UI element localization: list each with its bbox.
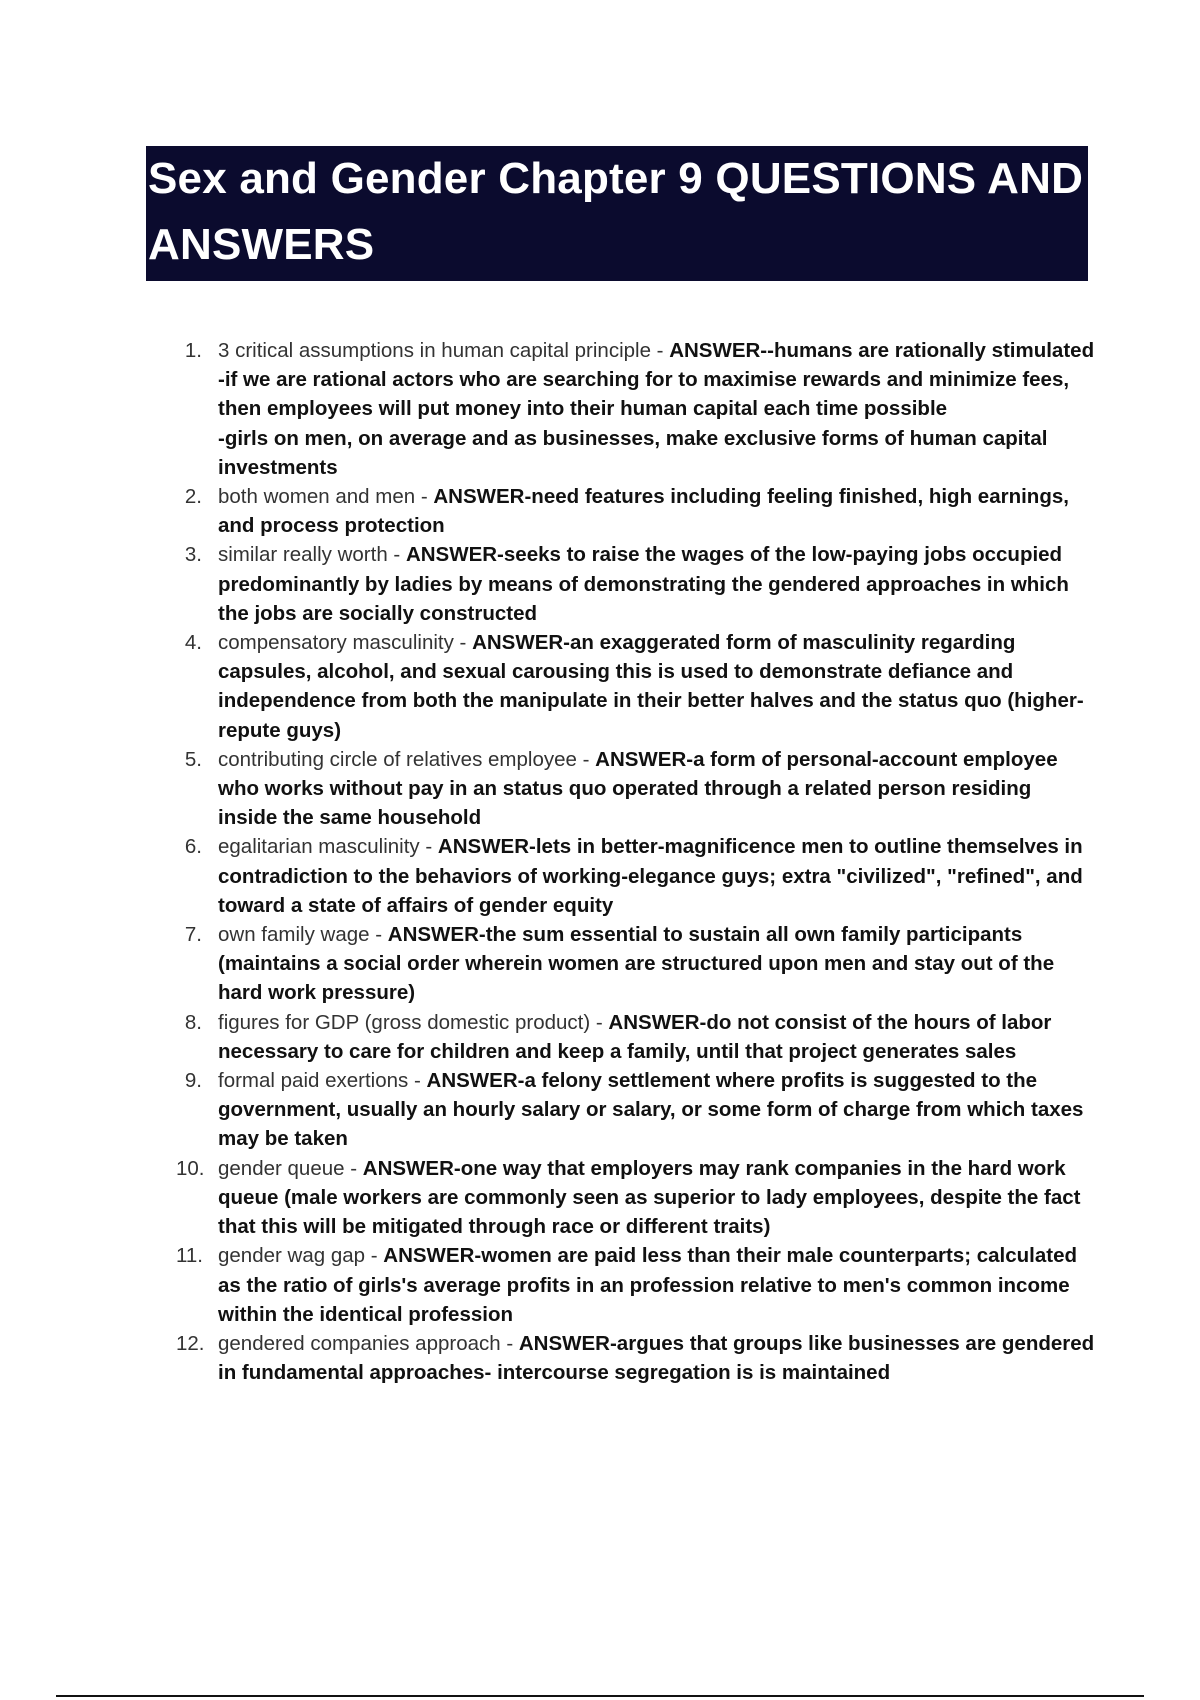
separator: - — [453, 631, 473, 655]
footer-divider — [56, 1695, 1144, 1697]
title-banner — [146, 146, 1088, 281]
separator: - — [415, 485, 434, 509]
qa-item — [176, 1008, 1096, 1066]
question-text: formal paid exertions — [218, 1069, 409, 1093]
qa-item — [176, 1329, 1096, 1387]
item-number: 9. — [184, 1069, 202, 1093]
separator: - — [419, 835, 438, 859]
qa-item — [176, 540, 1096, 628]
separator: - — [576, 747, 596, 771]
qa-item — [176, 1066, 1096, 1154]
answer-text: ANSWER-lets in better-magnificence men to outline themselves in contradiction to the behaviors of working-elegance guys; extra "civilized", "refined", and toward a state of affairs of gender equity — [218, 835, 1083, 917]
question-text: gender queue — [218, 1156, 345, 1180]
answer-text: ANSWER-do not consist of the hours of labor necessary to care for children and keep a family, until that project generates sales — [218, 1010, 1052, 1063]
answer-text: ANSWER-a form of personal-account employee who works without pay in an status quo operated through a related person residing inside the same household — [218, 747, 1058, 830]
qa-item — [176, 1154, 1096, 1242]
qa-item — [176, 482, 1096, 540]
qa-item — [176, 745, 1096, 833]
item-number: 5. — [184, 747, 202, 771]
answer-text: ANSWER-seeks to raise the wages of the low-paying jobs occupied predominantly by ladies by means of demonstrating the gendered approaches in which the jobs are socially constructed — [218, 543, 1069, 625]
separator: - — [365, 1244, 384, 1268]
item-number: 7. — [184, 923, 202, 947]
separator: - — [408, 1069, 427, 1093]
question-text: figures for GDP (gross domestic product) — [218, 1010, 591, 1034]
question-text: both women and men — [218, 485, 416, 509]
answer-text: ANSWER-a felony settlement where profits is suggested to the government, usually an hourly salary or salary, or some form of charge from which taxes may be taken — [218, 1069, 1084, 1151]
separator: - — [650, 339, 670, 362]
question-text: contributing circle of relatives employee — [218, 747, 577, 771]
item-number: 10. — [176, 1156, 205, 1180]
answer-text: ANSWER--humans are rationally stimulated -if we are rational actors who are searching for to maximise rewards and minimize fees, then employees will put money into their human capital each time possible -girls on men, on average and as businesses, make exclusive forms of human capital investments — [218, 339, 1095, 479]
separator: - — [387, 543, 406, 567]
item-number: 8. — [184, 1010, 202, 1034]
item-number: 6. — [184, 835, 202, 859]
item-number: 2. — [184, 485, 202, 509]
question-text: gender wag gap — [218, 1244, 366, 1268]
document-title: Sex and Gender Chapter 9 QUESTIONS AND ANSWERS — [148, 154, 1084, 269]
answer-text: ANSWER-an exaggerated form of masculinity regarding capsules, alcohol, and sexual carousing this is used to demonstrate defiance and independence from both the manipulate in their better halves and the status quo (higher-repute guys) — [218, 631, 1084, 742]
qa-item — [176, 628, 1096, 745]
separator: - — [344, 1156, 363, 1180]
separator: - — [369, 923, 388, 947]
item-number: 1. — [184, 339, 202, 362]
question-text: gendered companies approach — [218, 1331, 501, 1355]
question-text: compensatory masculinity — [218, 631, 454, 655]
answer-text: ANSWER-argues that groups like businesses are gendered in fundamental approaches- intercourse segregation is is maintained — [218, 1331, 1095, 1385]
answer-text: ANSWER-one way that employers may rank companies in the hard work queue (male workers are commonly seen as superior to lady employees, despite the fact that this will be mitigated through race or different traits) — [218, 1156, 1081, 1239]
item-number: 11. — [176, 1244, 203, 1268]
answer-text: ANSWER-the sum essential to sustain all own family participants (maintains a social order wherein women are structured upon men and stay out of the hard work pressure) — [218, 923, 1055, 1005]
qa-item — [176, 1241, 1096, 1329]
item-number: 4. — [184, 631, 202, 655]
question-text: egalitarian masculinity — [218, 835, 420, 859]
question-text: 3 critical assumptions in human capital principle — [218, 339, 651, 362]
qa-list — [176, 336, 1096, 1387]
answer-text: ANSWER-women are paid less than their male counterparts; calculated as the ratio of girls's average profits in an profession relative to men's common income within the identical profession — [218, 1244, 1078, 1326]
qa-item — [176, 832, 1096, 920]
item-number: 12. — [176, 1331, 205, 1355]
question-text: similar really worth — [218, 543, 388, 567]
qa-item — [176, 336, 1096, 482]
separator: - — [500, 1331, 519, 1355]
question-text: own family wage — [218, 923, 370, 947]
item-number: 3. — [184, 543, 202, 567]
qa-item — [176, 920, 1096, 1008]
separator: - — [590, 1010, 609, 1034]
answer-text: ANSWER-need features including feeling finished, high earnings, and process protection — [218, 485, 1069, 538]
